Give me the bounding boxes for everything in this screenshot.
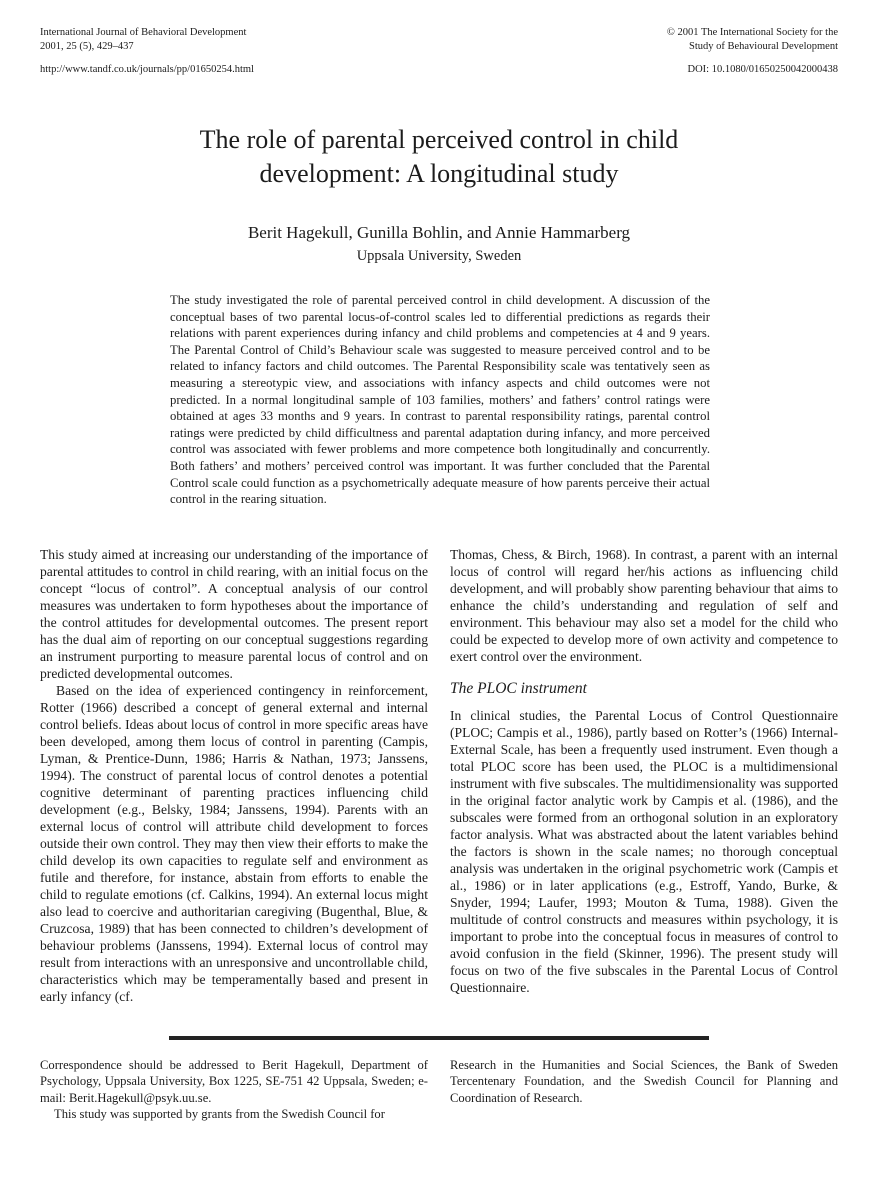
body-paragraph: In clinical studies, the Parental Locus of Control Questionnaire (PLOC; Campis et al., 1986), partly based on Rotter’s (1966) Internal-External Scale, has been a frequently used instrument. Even though a total PLOC score has been used, the PLOC is a multidimensional instrument with five subscales. The multidimensionality was supported in the original factor analytic work by Campis et al. (1986), and the subscales were formed from an orthogonal solution in an exploratory factor analysis. What was abstracted about the latent variables behind the factors is shown in the scale names; no thorough conceptual analysis was undertaken in the original psychometric work (Campis et al., 1986) or in later applications (e.g., Estroff, Yando, Burke, & Snyder, 1994; Laufer, 1993; Mouton & Tuma, 1988). Given the multitude of control constructs and measures within psychology, it is important to probe into the conceptual focus in measures of control to avoid confusion in the field (Skinner, 1996). The present study will focus on two of the five subscales in the Parental Locus of Control Questionnaire. bbox=[450, 707, 838, 995]
authors: Berit Hagekull, Gunilla Bohlin, and Annie Hammarberg bbox=[247, 223, 631, 242]
footnote-area bbox=[40, 1036, 838, 1123]
journal-issue: 2001, 25 (5), 429–437 bbox=[40, 41, 134, 52]
correspondence-note bbox=[40, 1057, 428, 1123]
footnote-columns bbox=[40, 1057, 838, 1123]
journal-name: International Journal of Behavioral Development bbox=[40, 27, 247, 38]
body-right-column bbox=[450, 546, 838, 1005]
copyright-line-1: © 2001 The International Society for the bbox=[666, 27, 838, 38]
journal-info bbox=[40, 26, 254, 77]
copyright-line-2: Study of Behavioural Development bbox=[688, 41, 838, 52]
journal-url: http://www.tandf.co.uk/journals/pp/01650254.html bbox=[40, 64, 254, 75]
body-left-column bbox=[40, 546, 428, 1005]
footnote-separator-rule bbox=[169, 1036, 709, 1040]
affiliation: Uppsala University, Sweden bbox=[356, 248, 522, 264]
funding-text: Research in the Humanities and Social Sciences, the Bank of Sweden Tercentenary Foundation, and the Swedish Council for Planning and Coordination of Research. bbox=[450, 1058, 838, 1105]
body-paragraph: This study aimed at increasing our understanding of the importance of parental attitudes to control in child rearing, with an initial focus on the concept “locus of control”. A conceptual analysis of our control measures was undertaken to form hypotheses about the importance of the control attitudes for developmental outcomes. The present report has the dual aim of reporting on our conceptual suggestions regarding an instrument purporting to measure parental locus of control and on predicted developmental outcomes. bbox=[40, 546, 428, 681]
body-columns bbox=[40, 546, 838, 1005]
body-paragraph: Based on the idea of experienced contingency in reinforcement, Rotter (1966) described a concept of general external and internal control beliefs. Ideas about locus of control in more specific areas have been developed, among them locus of control in parenting (Campis, Lyman, & Prentice-Dunn, 1986; Harris & Nathan, 1973; Janssens, 1994). The construct of parental locus of control denotes a potential cognitive determinant of parenting practices influencing child development (e.g., Belsky, 1984; Janssens, 1994). Parents with an external locus of control will attribute child development to forces outside their own control. They may then view their efforts to make the child develop its own capacities to regulate self and environment as futile and therefore, for instance, abstain from efforts to enable the child to regulate emotions (cf. Calkins, 1994). An external locus might also lead to coercive and authoritarian caregiving (Bugenthal, Blue, & Cruzcosa, 1989) that has been connected to children’s development of behaviour problems (Janssens, 1994). External locus of control may result from interactions with an unresponsive and uncontrollable child, characteristics which may be temperamentally based and present in early infancy (cf. bbox=[40, 682, 428, 1004]
abstract: The study investigated the role of parental perceived control in child development. A discussion of the conceptual bases of two parental locus-of-control scales led to differential predictions as regards their relations with parent experiences during infancy and child problems and competencies at 4 and 9 years. The Parental Control of Child’s Behaviour scale was suggested to measure perceived control and to be related to infancy factors and child outcomes. The Parental Responsibility scale was tentatively seen as measuring a stereotypic view, and associations with infancy aspects and child outcomes were not predicted. In a normal longitudinal sample of 103 families, mothers’ and fathers’ control ratings were obtained at ages 33 months and 9 years. In contrast to parental responsibility ratings, parental control ratings were predicted by child difficultness and parental adaptation during infancy, and more perceived control was associated with fewer problems and more competence both longitudinally and concurrently. Both fathers’ and mothers’ perceived control was important. It was further concluded that the Parental Control scale could function as a psychometrically adequate measure of how parents perceive their actual control in the rearing situation. bbox=[170, 293, 710, 507]
page-title: The role of parental perceived control in child development: A longitudinal study bbox=[199, 125, 679, 188]
funding-note-start: This study was supported by grants from the Swedish Council for bbox=[54, 1107, 385, 1122]
funding-note-continuation bbox=[450, 1057, 838, 1123]
body-paragraph: Thomas, Chess, & Birch, 1968). In contrast, a parent with an internal locus of control will regard her/his actions as influencing child development, and will probably show parenting behaviour that aims to enhance the child’s understanding and regulation of self and environment. This behaviour may also set a model for the child who could be expected to develop more of own activity and competence to exert control over the environment. bbox=[450, 546, 838, 664]
section-heading-ploc-instrument: The PLOC instrument bbox=[450, 679, 587, 697]
page-header bbox=[40, 26, 838, 77]
copyright-info bbox=[667, 26, 838, 77]
doi: DOI: 10.1080/01650250042000438 bbox=[687, 64, 838, 75]
correspondence-text: Correspondence should be addressed to Berit Hagekull, Department of Psychology, Uppsala University, Box 1225, SE-751 42 Uppsala, Sweden; e-mail: Berit.Hagekull@psyk.uu.se. bbox=[40, 1058, 428, 1105]
